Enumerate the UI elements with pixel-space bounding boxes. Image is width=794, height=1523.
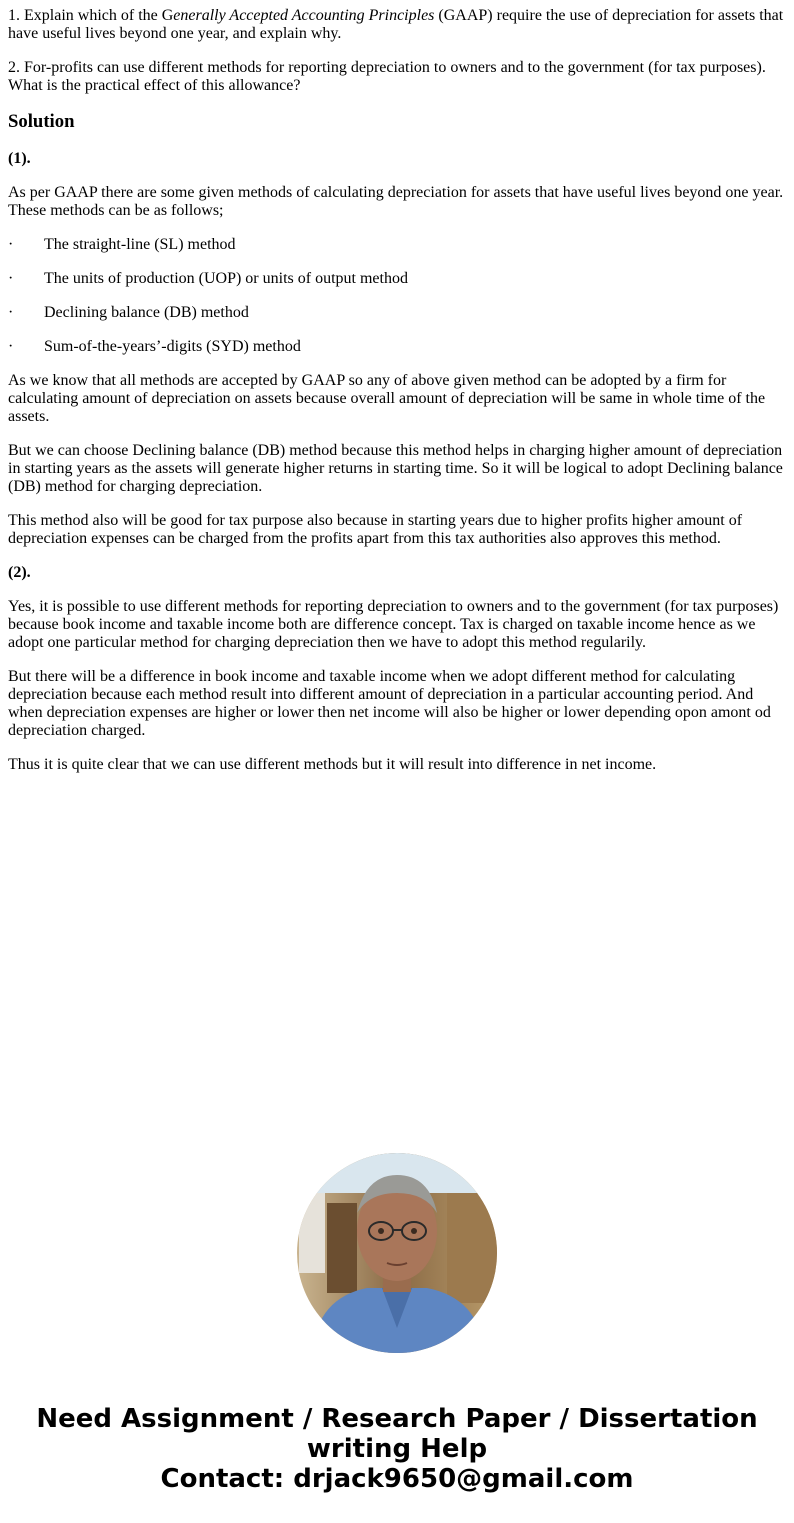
method-list-item: · Declining balance (DB) method [8, 304, 249, 321]
part-2-paragraph: Yes, it is possible to use different methods for reporting depreciation to owners and to the government (for tax purposes) because book income and taxable income both are difference concept. Tax is charged on taxable income hence as we adopt one particular method for charging depreciation then we have to adopt this method regularily. [8, 598, 779, 651]
bullet-icon: · [8, 304, 14, 321]
part-1-paragraph: This method also will be good for tax purpose also because in starting years due to higher profits higher amount of depreciation expenses can be charged from the profits apart from this tax authorities also approves this method. [8, 512, 743, 547]
author-portrait [297, 1153, 497, 1353]
bullet-icon: · [8, 236, 14, 253]
method-list-item: · The straight-line (SL) method [8, 236, 236, 253]
part-1-intro: As per GAAP there are some given methods of calculating depreciation for assets that have useful lives beyond one year. These methods can be as follows; [8, 184, 784, 219]
footer-line: writing Help [306, 1434, 488, 1464]
footer-line: Need Assignment / Research Paper / Dissertation [36, 1404, 758, 1434]
part-2-paragraph: But there will be a difference in book income and taxable income when we adopt different method for calculating depreciation because each method result into different amount of depreciation in a particular accounting period. And when depreciation expenses are higher or lower then net income will also be higher or lower depending opon amont od depreciation charged. [8, 668, 771, 739]
contact-footer [0, 1404, 794, 1494]
part-1-paragraph: But we can choose Declining balance (DB) method because this method helps in charging higher amount of depreciation in starting years as the assets will generate higher returns in starting time. So it will be logical to adopt Declining balance (DB) method for charging depreciation. [8, 442, 783, 495]
part-2-label: (2). [8, 564, 31, 581]
question-2: 2. For-profits can use different methods for reporting depreciation to owners and to the government (for tax purposes). What is the practical effect of this allowance? [8, 59, 766, 94]
method-list-item: · Sum-of-the-years’-digits (SYD) method [8, 338, 301, 355]
bullet-icon: · [8, 338, 14, 355]
question-1: 1. Explain which of the Generally Accepted Accounting Principles (GAAP) require the use of depreciation for assets that have useful lives beyond one year, and explain why. [8, 7, 784, 42]
contact-email: Contact: drjack9650@gmail.com [160, 1464, 634, 1494]
bullet-icon: · [8, 270, 14, 287]
document-body [8, 7, 786, 790]
part-1-paragraph: As we know that all methods are accepted by GAAP so any of above given method can be adopted by a firm for calculating amount of depreciation on assets because overall amount of depreciation will be same in whole time of the assets. [8, 372, 766, 425]
part-2-paragraph: Thus it is quite clear that we can use different methods but it will result into difference in net income. [8, 756, 657, 773]
method-list-item: · The units of production (UOP) or units of output method [8, 270, 408, 287]
part-1-label: (1). [8, 150, 31, 167]
solution-heading: Solution [8, 111, 75, 132]
